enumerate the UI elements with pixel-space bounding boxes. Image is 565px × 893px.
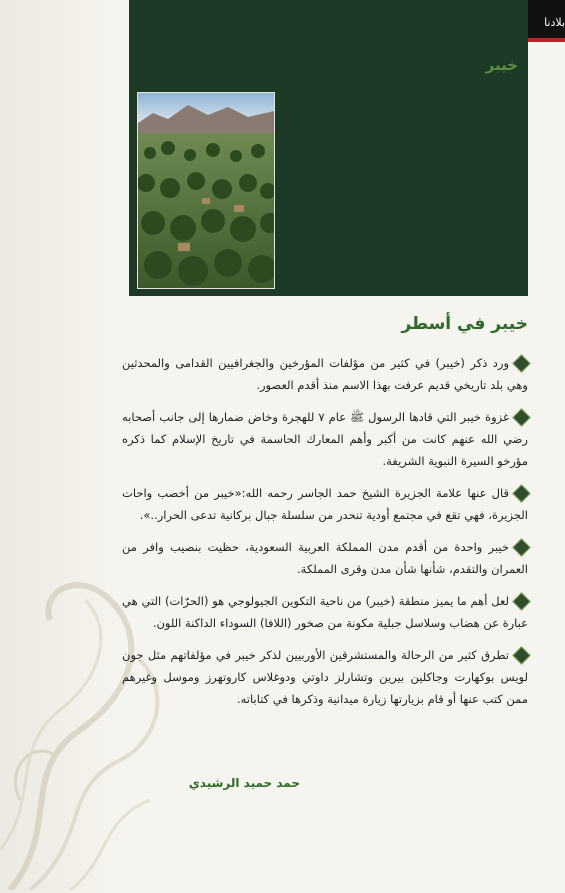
paragraph-text: غزوة خيبر التي قادها الرسول ﷺ عام ٧ للهجرة وخاض ضمارها إلى جانب أصحابه رضي الله عنهم كانت من أكبر وأهم المعارك الحاسمة في تاريخ الإسلام كما ذكره مؤرخو السيرة النبوية الشريفة. [122,410,528,468]
paragraph [122,590,528,634]
paragraph-text: خيبر واحدة من أقدم مدن المملكة العربية السعودية، حظيت بنصيب وافر من العمران والتقدم، شأنها شأن مدن وقرى المملكة. [122,540,528,576]
paragraph-text: ورد ذكر (خيبر) في كثير من مؤلفات المؤرخين والجغرافيين القدامى والمحدثين وهي بلد تاريخي قديم عرفت بهذا الاسم منذ أقدم العصور. [122,356,528,392]
diamond-bullet-icon [512,408,530,426]
running-head: بلادنا [544,16,565,29]
paragraph [122,482,528,526]
diamond-bullet-icon [512,484,530,502]
article-body [122,352,528,720]
paragraph-text: تطرق كثير من الرحالة والمستشرقين الأوربيين لذكر خيبر في مؤلفاتهم مثل جون لويس بوكهارت وجاكلين بيرين وتشارلز داوتي ودوغلاس كاروتهرز وموسل وغيرهم ممن كتب عنها أو قام بزيارتها زيارة ميدانية وذكرها في كتاباته. [122,648,528,706]
paragraph-text: قال عنها علامة الجزيرة الشيخ حمد الجاسر رحمه الله:«خيبر من أخصب واحات الجزيرة، فهي تقع في مجتمع أودية تنحدر من سلسلة جبال بركانية تدعى الحرار..». [122,486,528,522]
paragraph [122,352,528,396]
diamond-bullet-icon [512,646,530,664]
author-byline: حمد حميد الرشيدي [188,776,300,790]
diamond-bullet-icon [512,592,530,610]
section-title: خيبر في أسطر [401,314,528,334]
paragraph-text: لعل أهم ما يميز منطقة (خيبر) من ناحية التكوين الجيولوجي هو (الحرّات) التي هي عبارة عن هضاب وسلاسل جبلية مكونة من صخور (اللافا) السوداء الداكنة اللون. [122,594,528,630]
paragraph [122,644,528,710]
paragraph [122,536,528,580]
feature-label: خيبر [485,56,518,74]
oasis-photo [137,92,275,289]
paragraph [122,406,528,472]
diamond-bullet-icon [512,354,530,372]
diamond-bullet-icon [512,538,530,556]
oasis-photo-illustration [138,93,274,288]
feature-panel [129,0,528,296]
